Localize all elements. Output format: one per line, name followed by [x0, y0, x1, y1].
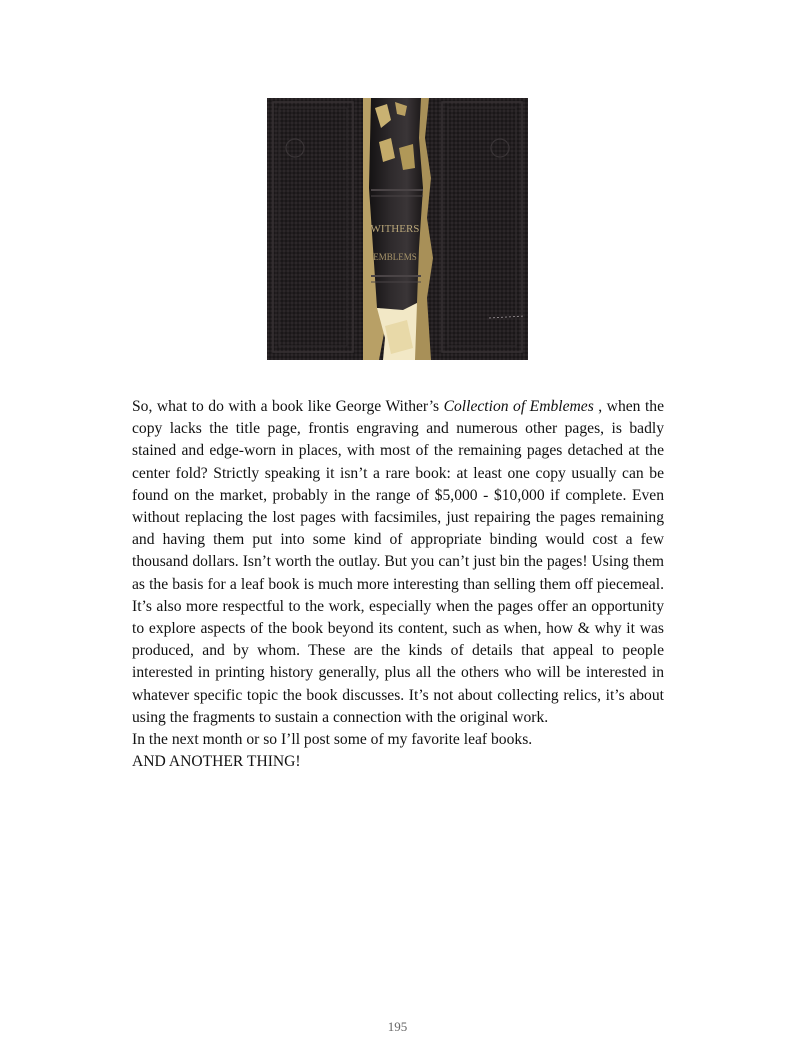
paragraph-intro: So, what to do with a book like George Wither’s [132, 398, 444, 415]
another-thing-line: AND ANOTHER THING! [132, 753, 301, 771]
book-spine-image [267, 98, 528, 360]
book-spine-photo [267, 98, 528, 360]
spine-title-line-2: EMBLEMS [373, 252, 417, 262]
page-number: 195 [387, 1019, 408, 1034]
book-title: Collection of Emblemes [443, 398, 594, 415]
article-body [132, 396, 664, 773]
closing-line: In the next month or so I’ll post some of my favorite leaf books. [132, 731, 533, 749]
paragraph-rest: , when the copy lacks the title page, frontis engraving and numerous other pages, is badly stained and edge-worn in places, with most of the remaining pages detached at the center fold? Strictly speaking it isn’t a rare book: at least one copy usually can be found on the market, probably in the range of $5,000 - $10,000 if complete. Even without replacing the lost pages with facsimiles, just repairing the pages remaining and having them put into some kind of appropriate binding would cost a few thousand dollars. Isn’t worth the outlay. But you can’t just bin the pages! Using them as the basis for a leaf book is much more interesting than selling them off piecemeal. It’s also more respectful to the work, especially when the pages offer an opportunity to explore aspects of the book beyond its content, such as when, how & why it was produced, and by whom. These are the kinds of details that appeal to people interested in printing history generally, plus all the others who will be interested in whatever specific topic the book discusses. It’s not about collecting relics, it’s about using the fragments to sustain a connection with the original work. [132, 398, 665, 726]
spine-title-line-1: WITHERS [370, 223, 420, 235]
main-paragraph [132, 396, 664, 729]
